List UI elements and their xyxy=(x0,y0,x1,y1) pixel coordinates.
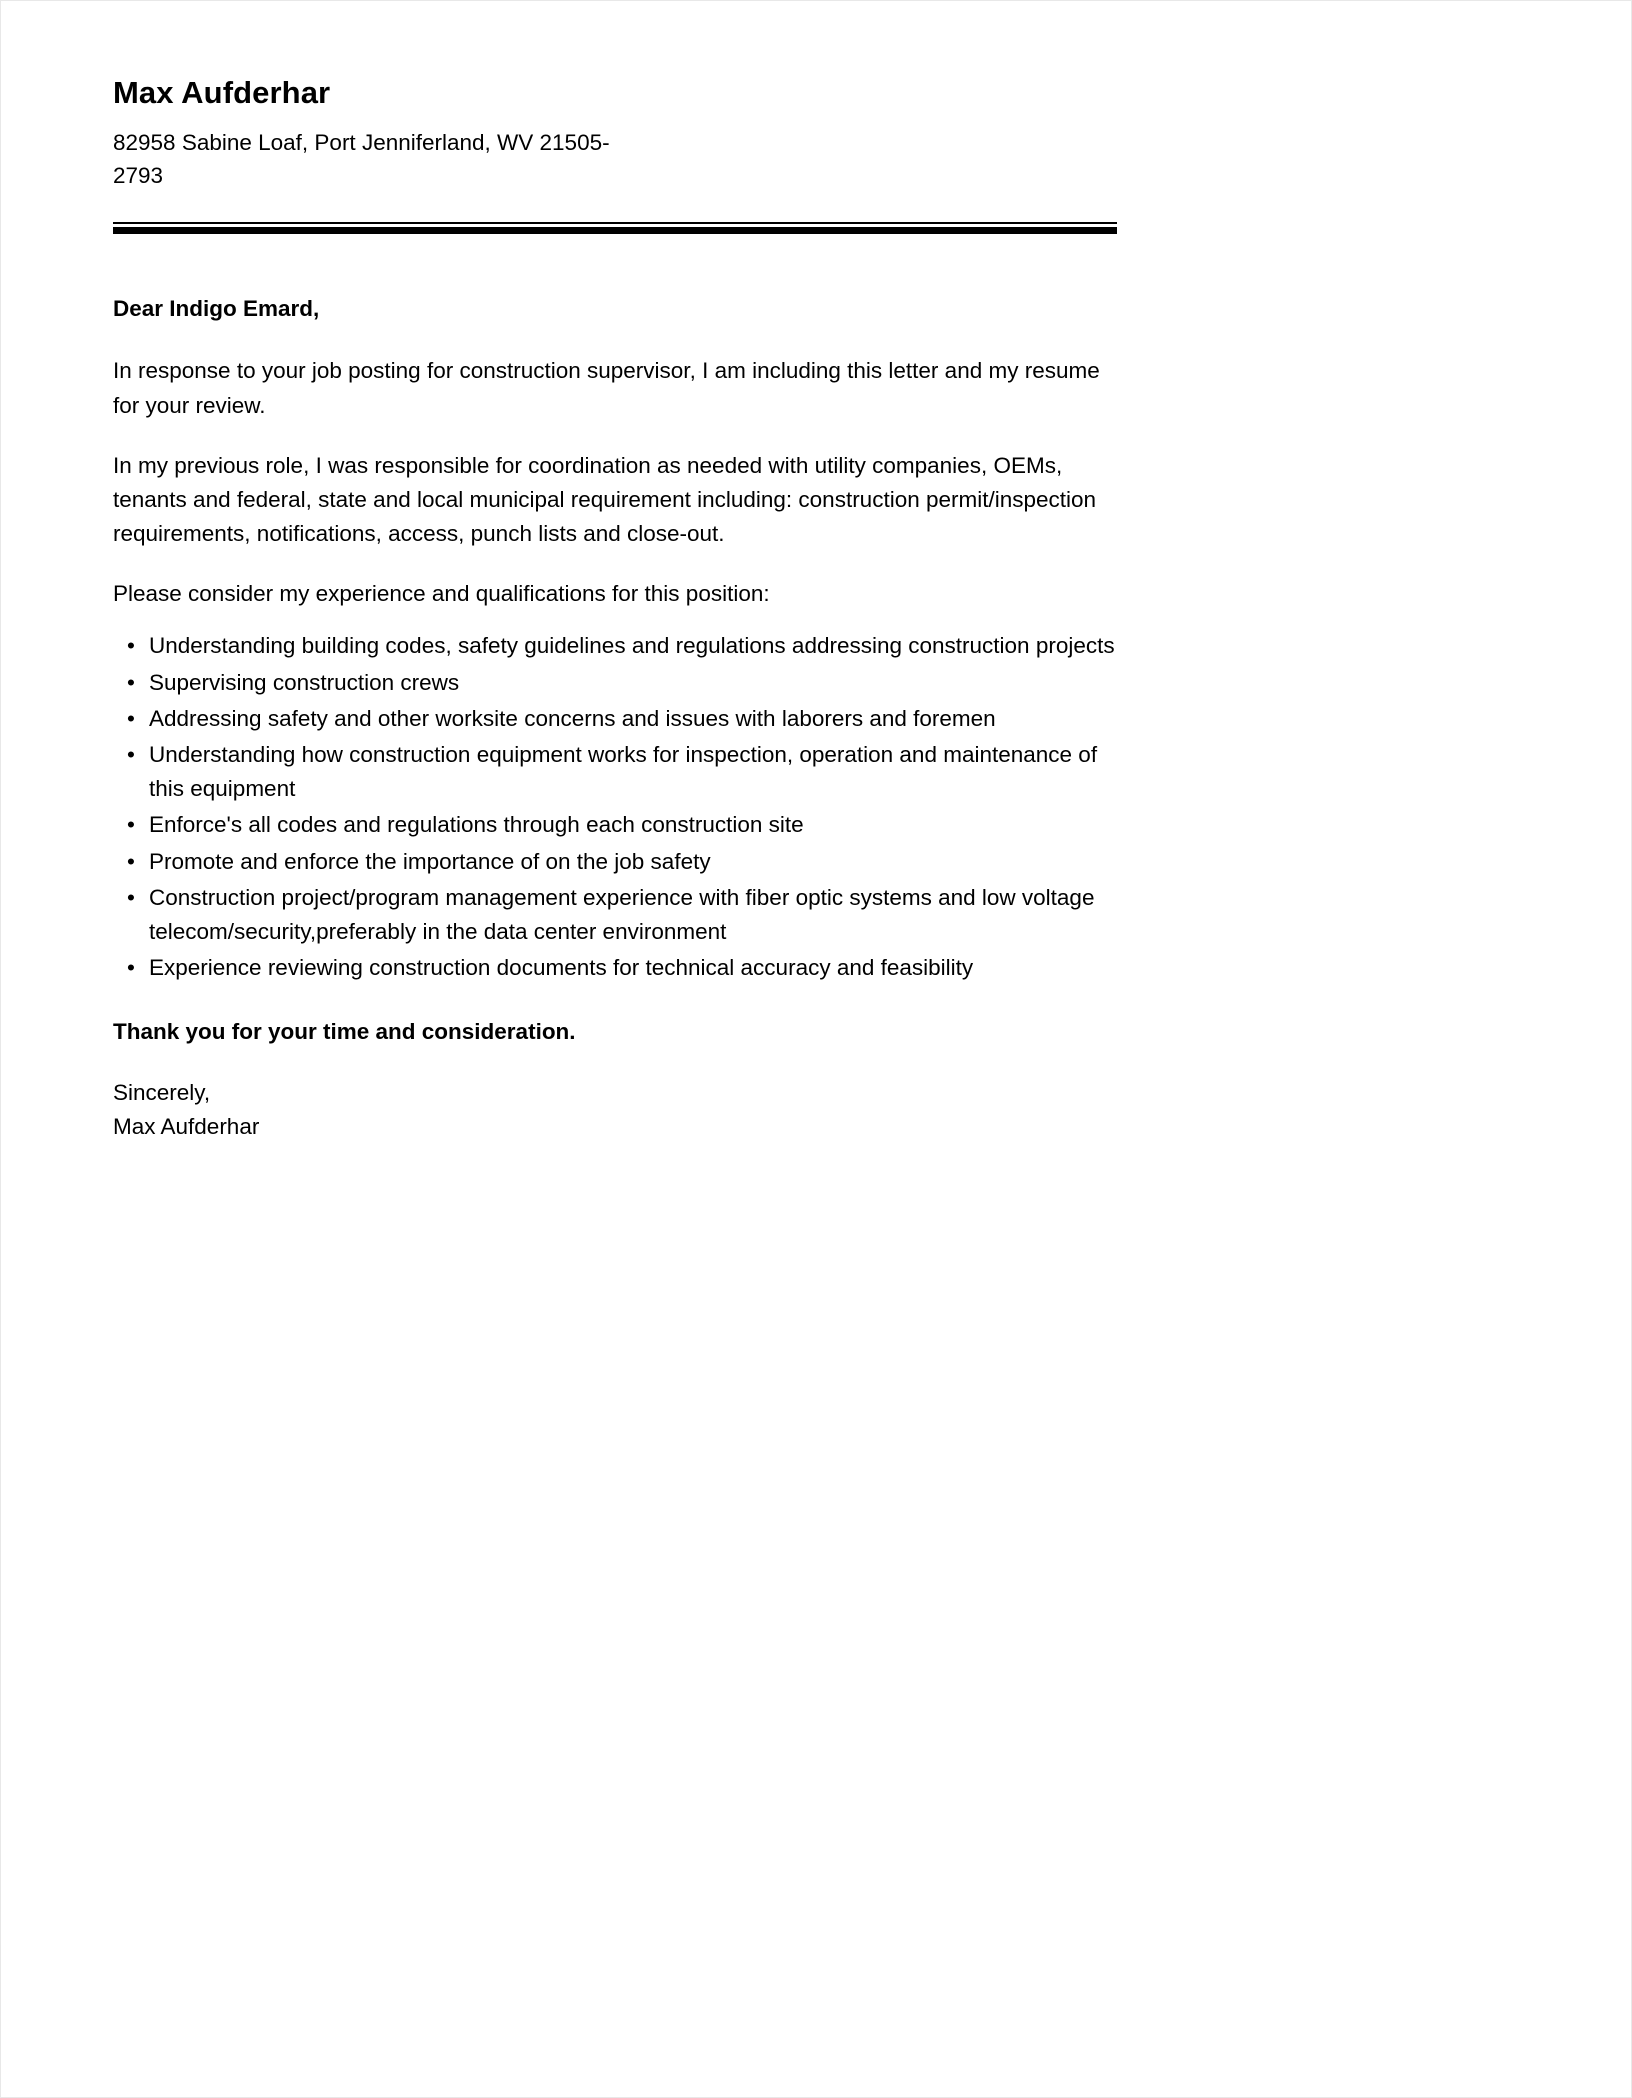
list-item-label: Understanding building codes, safety guidelines and regulations addressing construction projects xyxy=(149,633,1115,659)
page-title: Max Aufderhar xyxy=(113,75,331,110)
bullet-icon: • xyxy=(127,884,135,910)
bullet-icon: • xyxy=(127,633,135,659)
bullet-icon: • xyxy=(127,848,135,874)
list-item-label: Understanding how construction equipment works for inspection, operation and maintenance of this equipment xyxy=(149,742,1098,802)
divider-thick-bar xyxy=(113,227,1117,234)
letter-header xyxy=(113,1,1117,192)
body-paragraph-1: In response to your job posting for construction supervisor, I am including this letter and my resume for your review. xyxy=(113,358,1100,418)
bullet-icon: • xyxy=(127,812,135,838)
bullet-icon: • xyxy=(127,669,135,695)
list-item xyxy=(113,702,1117,736)
list-item xyxy=(113,666,1117,700)
list-item-label: Addressing safety and other worksite concerns and issues with laborers and foremen xyxy=(149,705,996,731)
body-paragraph-2: In my previous role, I was responsible for coordination as needed with utility companies, OEMs, tenants and federal, state and local municipal requirement including: construction permit/inspection requirements, notifications, access, punch lists and close-out. xyxy=(113,452,1097,547)
letter-sheet xyxy=(113,1,1117,1144)
list-item xyxy=(113,951,1117,985)
closing-thanks: Thank you for your time and consideration. xyxy=(113,1019,576,1045)
signature-name: Max Aufderhar xyxy=(113,1113,260,1139)
list-item xyxy=(113,738,1117,806)
list-item xyxy=(113,845,1117,879)
list-item xyxy=(113,808,1117,842)
list-item xyxy=(113,629,1117,663)
letter-body xyxy=(113,292,1117,1144)
closing-salutation: Sincerely, xyxy=(113,1079,211,1105)
sender-address xyxy=(113,126,733,193)
qualifications-intro: Please consider my experience and qualifications for this position: xyxy=(113,581,770,607)
list-item-label: Promote and enforce the importance of on the job safety xyxy=(149,848,711,874)
list-item-label: Supervising construction crews xyxy=(149,669,460,695)
address-line-2: 2793 xyxy=(113,162,164,188)
header-divider xyxy=(113,222,1117,234)
bullet-icon: • xyxy=(127,742,135,768)
list-item-label: Construction project/program management experience with fiber optic systems and low voltage telecom/security,preferably in the data center environment xyxy=(149,884,1095,944)
list-item-label: Experience reviewing construction documents for technical accuracy and feasibility xyxy=(149,955,974,981)
bullet-icon: • xyxy=(127,705,135,731)
list-item xyxy=(113,881,1117,949)
bullet-icon: • xyxy=(127,955,135,981)
list-item-label: Enforce's all codes and regulations through each construction site xyxy=(149,812,804,838)
qualifications-list xyxy=(113,629,1117,985)
salutation: Dear Indigo Emard, xyxy=(113,296,320,322)
signature-block xyxy=(113,1076,1117,1144)
address-line-1: 82958 Sabine Loaf, Port Jenniferland, WV 21505- xyxy=(113,129,610,155)
